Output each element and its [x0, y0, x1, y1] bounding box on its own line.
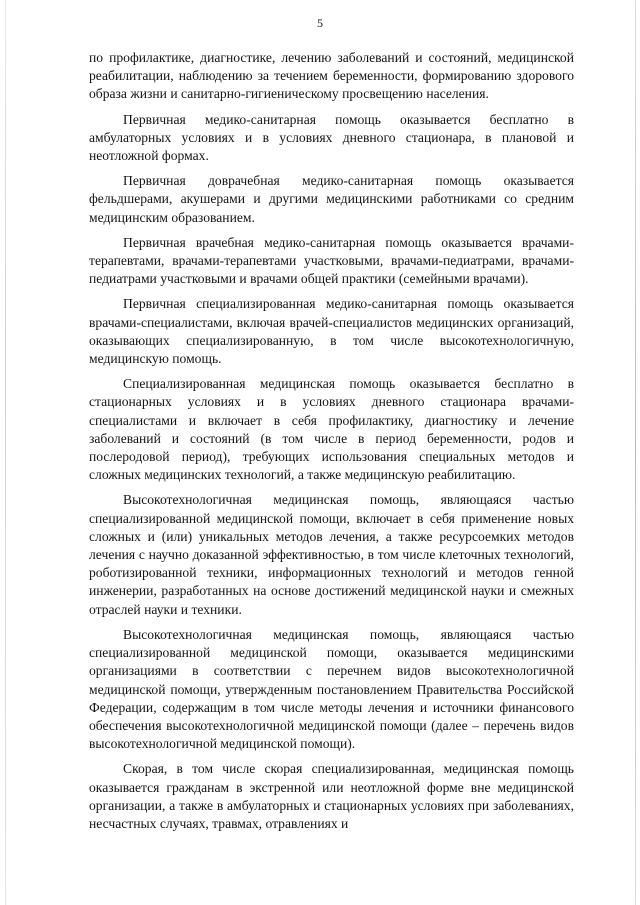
- document-body: [89, 49, 574, 840]
- paragraph-5: Первичная специализированная медико-санитарная помощь оказывается врачами-специалистами, включая врачей-специалистов медицинских организаций, оказывающих специализированную, в том числе высокотехнологичную, медицинскую помощь.: [89, 296, 574, 367]
- paragraph-1: по профилактике, диагностике, лечению заболеваний и состояний, медицинской реабилитации, наблюдению за течением беременности, формированию здорового образа жизни и санитарно-гигиеническому просвещению населения.: [89, 50, 574, 102]
- paragraph-6: Специализированная медицинская помощь оказывается бесплатно в стационарных условиях и в условиях дневного стационара врачами-специалистами и включает в себя профилактику, диагностику и лечение заболеваний и состояний (в том числе в период беременности, родов и послеродовой период), требующих использования специальных методов и сложных медицинских технологий, а также медицинскую реабилитацию.: [89, 376, 574, 483]
- scan-edge-right: [635, 0, 636, 905]
- page-number: 5: [317, 16, 323, 30]
- paragraph-2: Первичная медико-санитарная помощь оказывается бесплатно в амбулаторных условиях и в условиях дневного стационара, в плановой и неотложной формах.: [89, 111, 574, 164]
- paragraph-4: Первичная врачебная медико-санитарная помощь оказывается врачами-терапевтами, врачами-терапевтами участковыми, врачами-педиатрами, врачами-педиатрами участковыми и врачами общей практики (семейными врачами).: [89, 234, 574, 287]
- scan-edge-left: [5, 0, 6, 905]
- paragraph-8: Высокотехнологичная медицинская помощь, являющаяся частью специализированной медицинской помощи, оказывается медицинскими организациями в соответствии с перечнем видов высокотехнологичной медицинской помощи, утвержденным постановлением Правительства Российской Федерации, содержащим в том числе методы лечения и источники финансового обеспечения высокотехнологичной медицинской помощи (далее – перечень видов высокотехнологичной медицинской помощи).: [89, 626, 574, 752]
- paragraph-3: Первичная доврачебная медико-санитарная помощь оказывается фельдшерами, акушерами и другими медицинскими работниками со средним медицинским образованием.: [89, 173, 574, 225]
- paragraph-7: Высокотехнологичная медицинская помощь, являющаяся частью специализированной медицинской помощи, включает в себя применение новых сложных и (или) уникальных методов лечения, а также ресурсоемких методов лечения с научно доказанной эффективностью, в том числе клеточных технологий, роботизированной техники, информационных технологий и методов генной инженерии, разработанных на основе достижений медицинской науки и смежных отраслей науки и техники.: [89, 492, 574, 617]
- paragraph-9: Скорая, в том числе скорая специализированная, медицинская помощь оказывается гражданам в экстренной или неотложной форме вне медицинской организации, а также в амбулаторных и стационарных условиях при заболеваниях, несчастных случаях, травмах, отравлениях и: [89, 761, 574, 831]
